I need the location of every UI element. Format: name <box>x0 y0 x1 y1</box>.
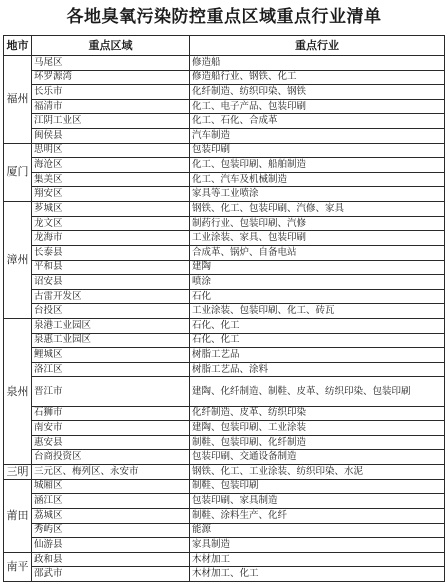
table-row <box>4 318 445 333</box>
header-city: 地市 <box>4 36 32 56</box>
region-cell: 泉港工业园区 <box>32 318 190 333</box>
industry-cell: 喷涂 <box>190 275 445 290</box>
region-cell: 海沧区 <box>32 158 190 173</box>
region-cell: 秀屿区 <box>32 523 190 538</box>
industry-cell: 树脂工艺品、涂料 <box>190 362 445 377</box>
table-row <box>4 172 445 187</box>
industry-cell: 化工、电子产品、包装印刷 <box>190 99 445 114</box>
industry-cell: 化工、汽车及机械制造 <box>190 172 445 187</box>
table-row <box>4 231 445 246</box>
industry-cell: 木材加工、化工 <box>190 567 445 582</box>
region-cell: 南安市 <box>32 421 190 436</box>
industry-cell: 汽车制造 <box>190 129 445 144</box>
table-row <box>4 567 445 582</box>
region-cell: 涵江区 <box>32 494 190 509</box>
table-row <box>4 450 445 465</box>
industry-cell: 树脂工艺品 <box>190 348 445 363</box>
region-cell: 长泰县 <box>32 245 190 260</box>
region-cell: 思明区 <box>32 143 190 158</box>
table-row <box>4 56 445 71</box>
table-row <box>4 114 445 129</box>
header-region: 重点区域 <box>32 36 190 56</box>
industry-cell: 工业涂装、包装印刷、化工、砖瓦 <box>190 304 445 319</box>
table-row <box>4 85 445 100</box>
region-cell: 龙海市 <box>32 231 190 246</box>
table-row <box>4 143 445 158</box>
industry-cell: 化工、石化、合成革 <box>190 114 445 129</box>
industry-cell: 化纤制造、皮革、纺织印染 <box>190 406 445 421</box>
region-cell: 长乐市 <box>32 85 190 100</box>
city-cell: 漳州 <box>4 202 32 319</box>
industry-cell: 制药行业、包装印刷、汽修 <box>190 216 445 231</box>
industry-cell: 包装印刷、家具制造 <box>190 494 445 509</box>
industry-cell: 钢铁、化工、工业涂装、纺织印染、水泥 <box>190 465 445 480</box>
table-row <box>4 435 445 450</box>
city-cell: 三明 <box>4 465 32 480</box>
region-cell: 洛江区 <box>32 362 190 377</box>
city-cell: 厦门 <box>4 143 32 201</box>
region-cell: 龙文区 <box>32 216 190 231</box>
region-cell: 台投区 <box>32 304 190 319</box>
region-cell: 马尾区 <box>32 56 190 71</box>
industry-cell: 化工、包装印刷、船舶制造 <box>190 158 445 173</box>
region-cell: 环罗源湾 <box>32 70 190 85</box>
table-row <box>4 494 445 509</box>
table-row <box>4 523 445 538</box>
industry-cell: 家具等工业喷涂 <box>190 187 445 202</box>
city-cell: 泉州 <box>4 318 32 464</box>
industry-cell: 石化、化工 <box>190 318 445 333</box>
region-cell: 城厢区 <box>32 479 190 494</box>
region-cell: 晋江市 <box>32 377 190 406</box>
industry-cell: 家具制造 <box>190 538 445 553</box>
table-row <box>4 377 445 406</box>
table-row <box>4 158 445 173</box>
industry-cell: 制鞋、包装印刷、化纤制造 <box>190 435 445 450</box>
table-row <box>4 465 445 480</box>
table-row <box>4 304 445 319</box>
table-row <box>4 348 445 363</box>
document-title: 各地臭氧污染防控重点区域重点行业清单 <box>66 7 382 27</box>
region-cell: 古雷开发区 <box>32 289 190 304</box>
city-cell: 福州 <box>4 56 32 144</box>
region-cell: 鲤城区 <box>32 348 190 363</box>
table-row <box>4 216 445 231</box>
table-row <box>4 260 445 275</box>
industry-cell: 石化 <box>190 289 445 304</box>
table-body <box>4 56 445 582</box>
industry-cell: 制鞋、涂料生产、化纤 <box>190 508 445 523</box>
industry-cell: 包装印刷 <box>190 143 445 158</box>
region-cell: 台商投资区 <box>32 450 190 465</box>
industry-cell: 建陶、化纤制造、制鞋、皮革、纺织印染、包装印刷 <box>190 377 445 406</box>
table-row <box>4 187 445 202</box>
region-cell: 石狮市 <box>32 406 190 421</box>
region-cell: 闽侯县 <box>32 129 190 144</box>
table-row <box>4 421 445 436</box>
table-row <box>4 333 445 348</box>
table-row <box>4 202 445 217</box>
region-cell: 江阴工业区 <box>32 114 190 129</box>
table-row <box>4 70 445 85</box>
industry-cell: 修造船行业、钢铁、化工 <box>190 70 445 85</box>
industry-cell: 石化、化工 <box>190 333 445 348</box>
table-row <box>4 289 445 304</box>
region-cell: 诏安县 <box>32 275 190 290</box>
region-cell: 荔城区 <box>32 508 190 523</box>
industry-cell: 建陶 <box>190 260 445 275</box>
table-row <box>4 245 445 260</box>
industry-cell: 建陶、包装印刷、工业涂装 <box>190 421 445 436</box>
region-cell: 翔安区 <box>32 187 190 202</box>
header-industry: 重点行业 <box>190 36 445 56</box>
table-row <box>4 406 445 421</box>
city-cell: 莆田 <box>4 479 32 552</box>
region-cell: 福清市 <box>32 99 190 114</box>
table-row <box>4 508 445 523</box>
industry-cell: 木材加工 <box>190 552 445 567</box>
region-cell: 仙游县 <box>32 538 190 553</box>
table-row <box>4 99 445 114</box>
table-row <box>4 552 445 567</box>
region-cell: 芗城区 <box>32 202 190 217</box>
industry-cell: 化纤制造、纺织印染、钢铁 <box>190 85 445 100</box>
table-row <box>4 275 445 290</box>
table-row <box>4 362 445 377</box>
table-header-row <box>4 36 445 56</box>
table-row <box>4 129 445 144</box>
region-cell: 邵武市 <box>32 567 190 582</box>
industry-cell: 能源 <box>190 523 445 538</box>
industry-cell: 包装印刷、交通设备制造 <box>190 450 445 465</box>
industry-cell: 制鞋、包装印刷 <box>190 479 445 494</box>
region-cell: 三元区、梅列区、永安市 <box>32 465 190 480</box>
region-cell: 政和县 <box>32 552 190 567</box>
industry-cell: 合成革、锅炉、自备电站 <box>190 245 445 260</box>
city-cell: 南平 <box>4 552 32 581</box>
industry-list-table <box>3 35 445 582</box>
region-cell: 泉惠工业园区 <box>32 333 190 348</box>
table-row <box>4 479 445 494</box>
table-row <box>4 538 445 553</box>
region-cell: 惠安县 <box>32 435 190 450</box>
region-cell: 平和县 <box>32 260 190 275</box>
industry-cell: 工业涂装、家具、包装印刷 <box>190 231 445 246</box>
industry-cell: 钢铁、化工、包装印刷、汽修、家具 <box>190 202 445 217</box>
region-cell: 集美区 <box>32 172 190 187</box>
industry-cell: 修造船 <box>190 56 445 71</box>
